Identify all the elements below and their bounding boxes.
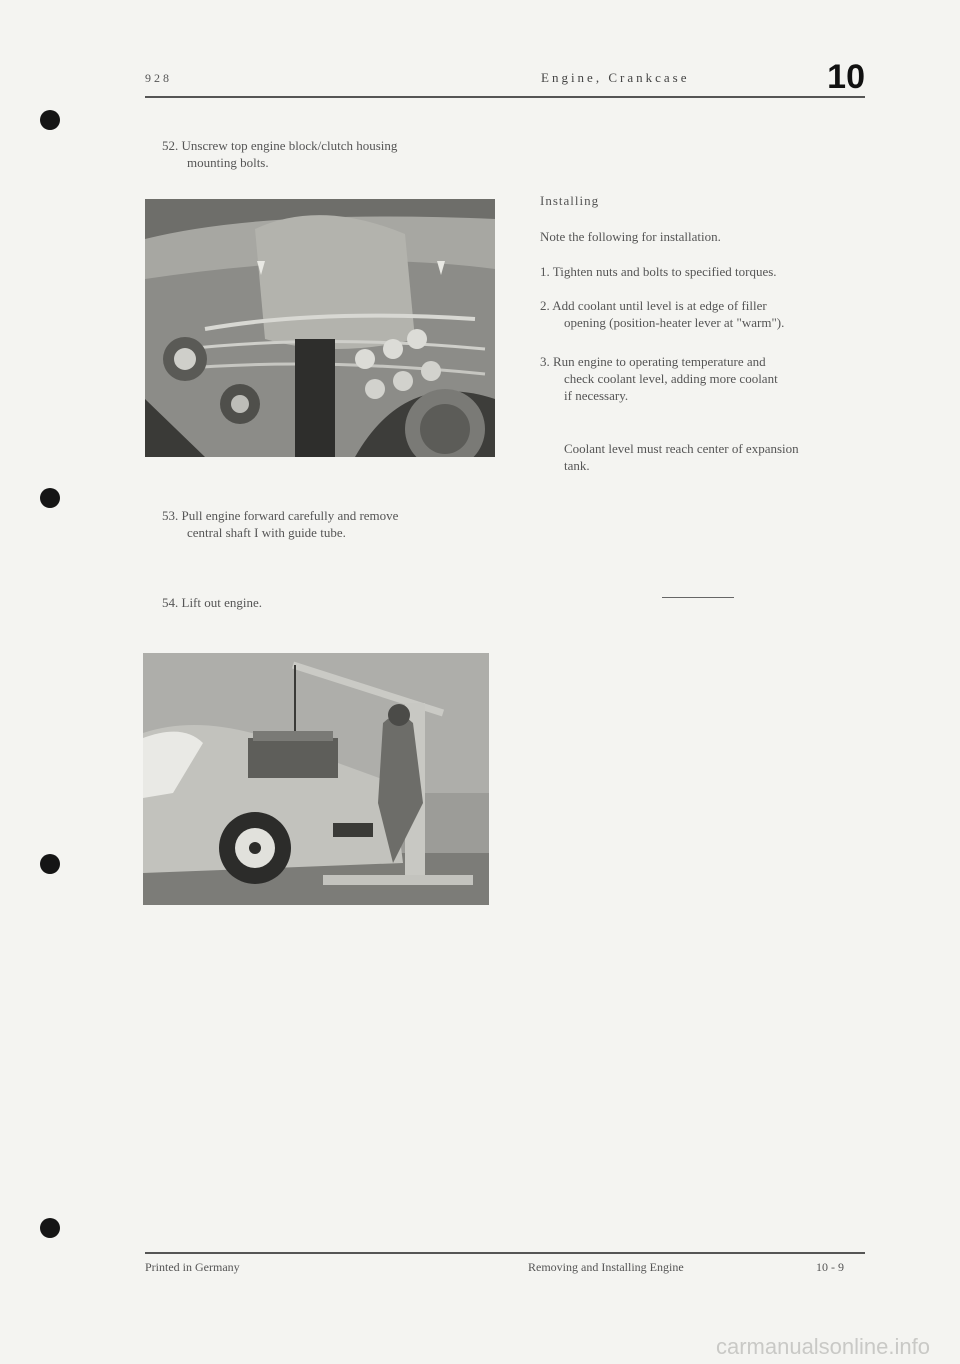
page-number: 10 - 9: [816, 1260, 844, 1274]
install-item-2-line2: opening (position-heater lever at "warm").: [564, 315, 785, 330]
step-52-line1: 52. Unscrew top engine block/clutch housing: [162, 138, 398, 153]
binder-hole: [40, 1218, 60, 1238]
install-item-2: [540, 297, 784, 331]
chapter-number: 10: [827, 58, 865, 96]
coolant-note-line1: Coolant level must reach center of expansion: [564, 441, 799, 456]
end-of-section-rule: [662, 597, 734, 598]
install-item-1: [540, 263, 777, 280]
watermark: carmanualsonline.info: [715, 1334, 930, 1359]
installing-heading: Installing: [540, 193, 600, 208]
install-item-3-line1: 3. Run engine to operating temperature and: [540, 354, 766, 369]
section-title: Engine, Crankcase: [541, 70, 690, 85]
install-item-3-line2: check coolant level, adding more coolant: [564, 371, 778, 386]
header-rule: [145, 96, 865, 98]
install-item-3: [540, 353, 778, 404]
install-item-1-line1: 1. Tighten nuts and bolts to specified torques.: [540, 264, 777, 279]
footer-title: Removing and Installing Engine: [528, 1260, 684, 1274]
engine-hoist-photo: [143, 653, 489, 905]
step-52-line2: mounting bolts.: [187, 155, 269, 170]
binder-hole: [40, 854, 60, 874]
install-item-3-line3: if necessary.: [564, 388, 629, 403]
step-53: [162, 507, 398, 541]
step-53-line1: 53. Pull engine forward carefully and remove: [162, 508, 399, 523]
binder-hole: [40, 488, 60, 508]
step-54: [162, 594, 262, 611]
binder-hole: [40, 110, 60, 130]
install-item-2-line1: 2. Add coolant until level is at edge of filler: [540, 298, 767, 313]
engine-bay-photo: [145, 199, 495, 457]
coolant-note-line2: tank.: [564, 458, 590, 473]
printed-in-germany: Printed in Germany: [145, 1260, 240, 1274]
installing-intro: Note the following for installation.: [540, 229, 721, 244]
page-header: [145, 58, 865, 98]
engine-bay-photo-image: [145, 199, 495, 457]
step-52: [162, 137, 397, 171]
engine-hoist-photo-image: [143, 653, 489, 905]
coolant-note: [564, 440, 799, 474]
step-54-line1: 54. Lift out engine.: [162, 595, 263, 610]
step-53-line2: central shaft I with guide tube.: [187, 525, 346, 540]
footer-rule: [145, 1252, 865, 1254]
model-label: 928: [145, 71, 172, 85]
